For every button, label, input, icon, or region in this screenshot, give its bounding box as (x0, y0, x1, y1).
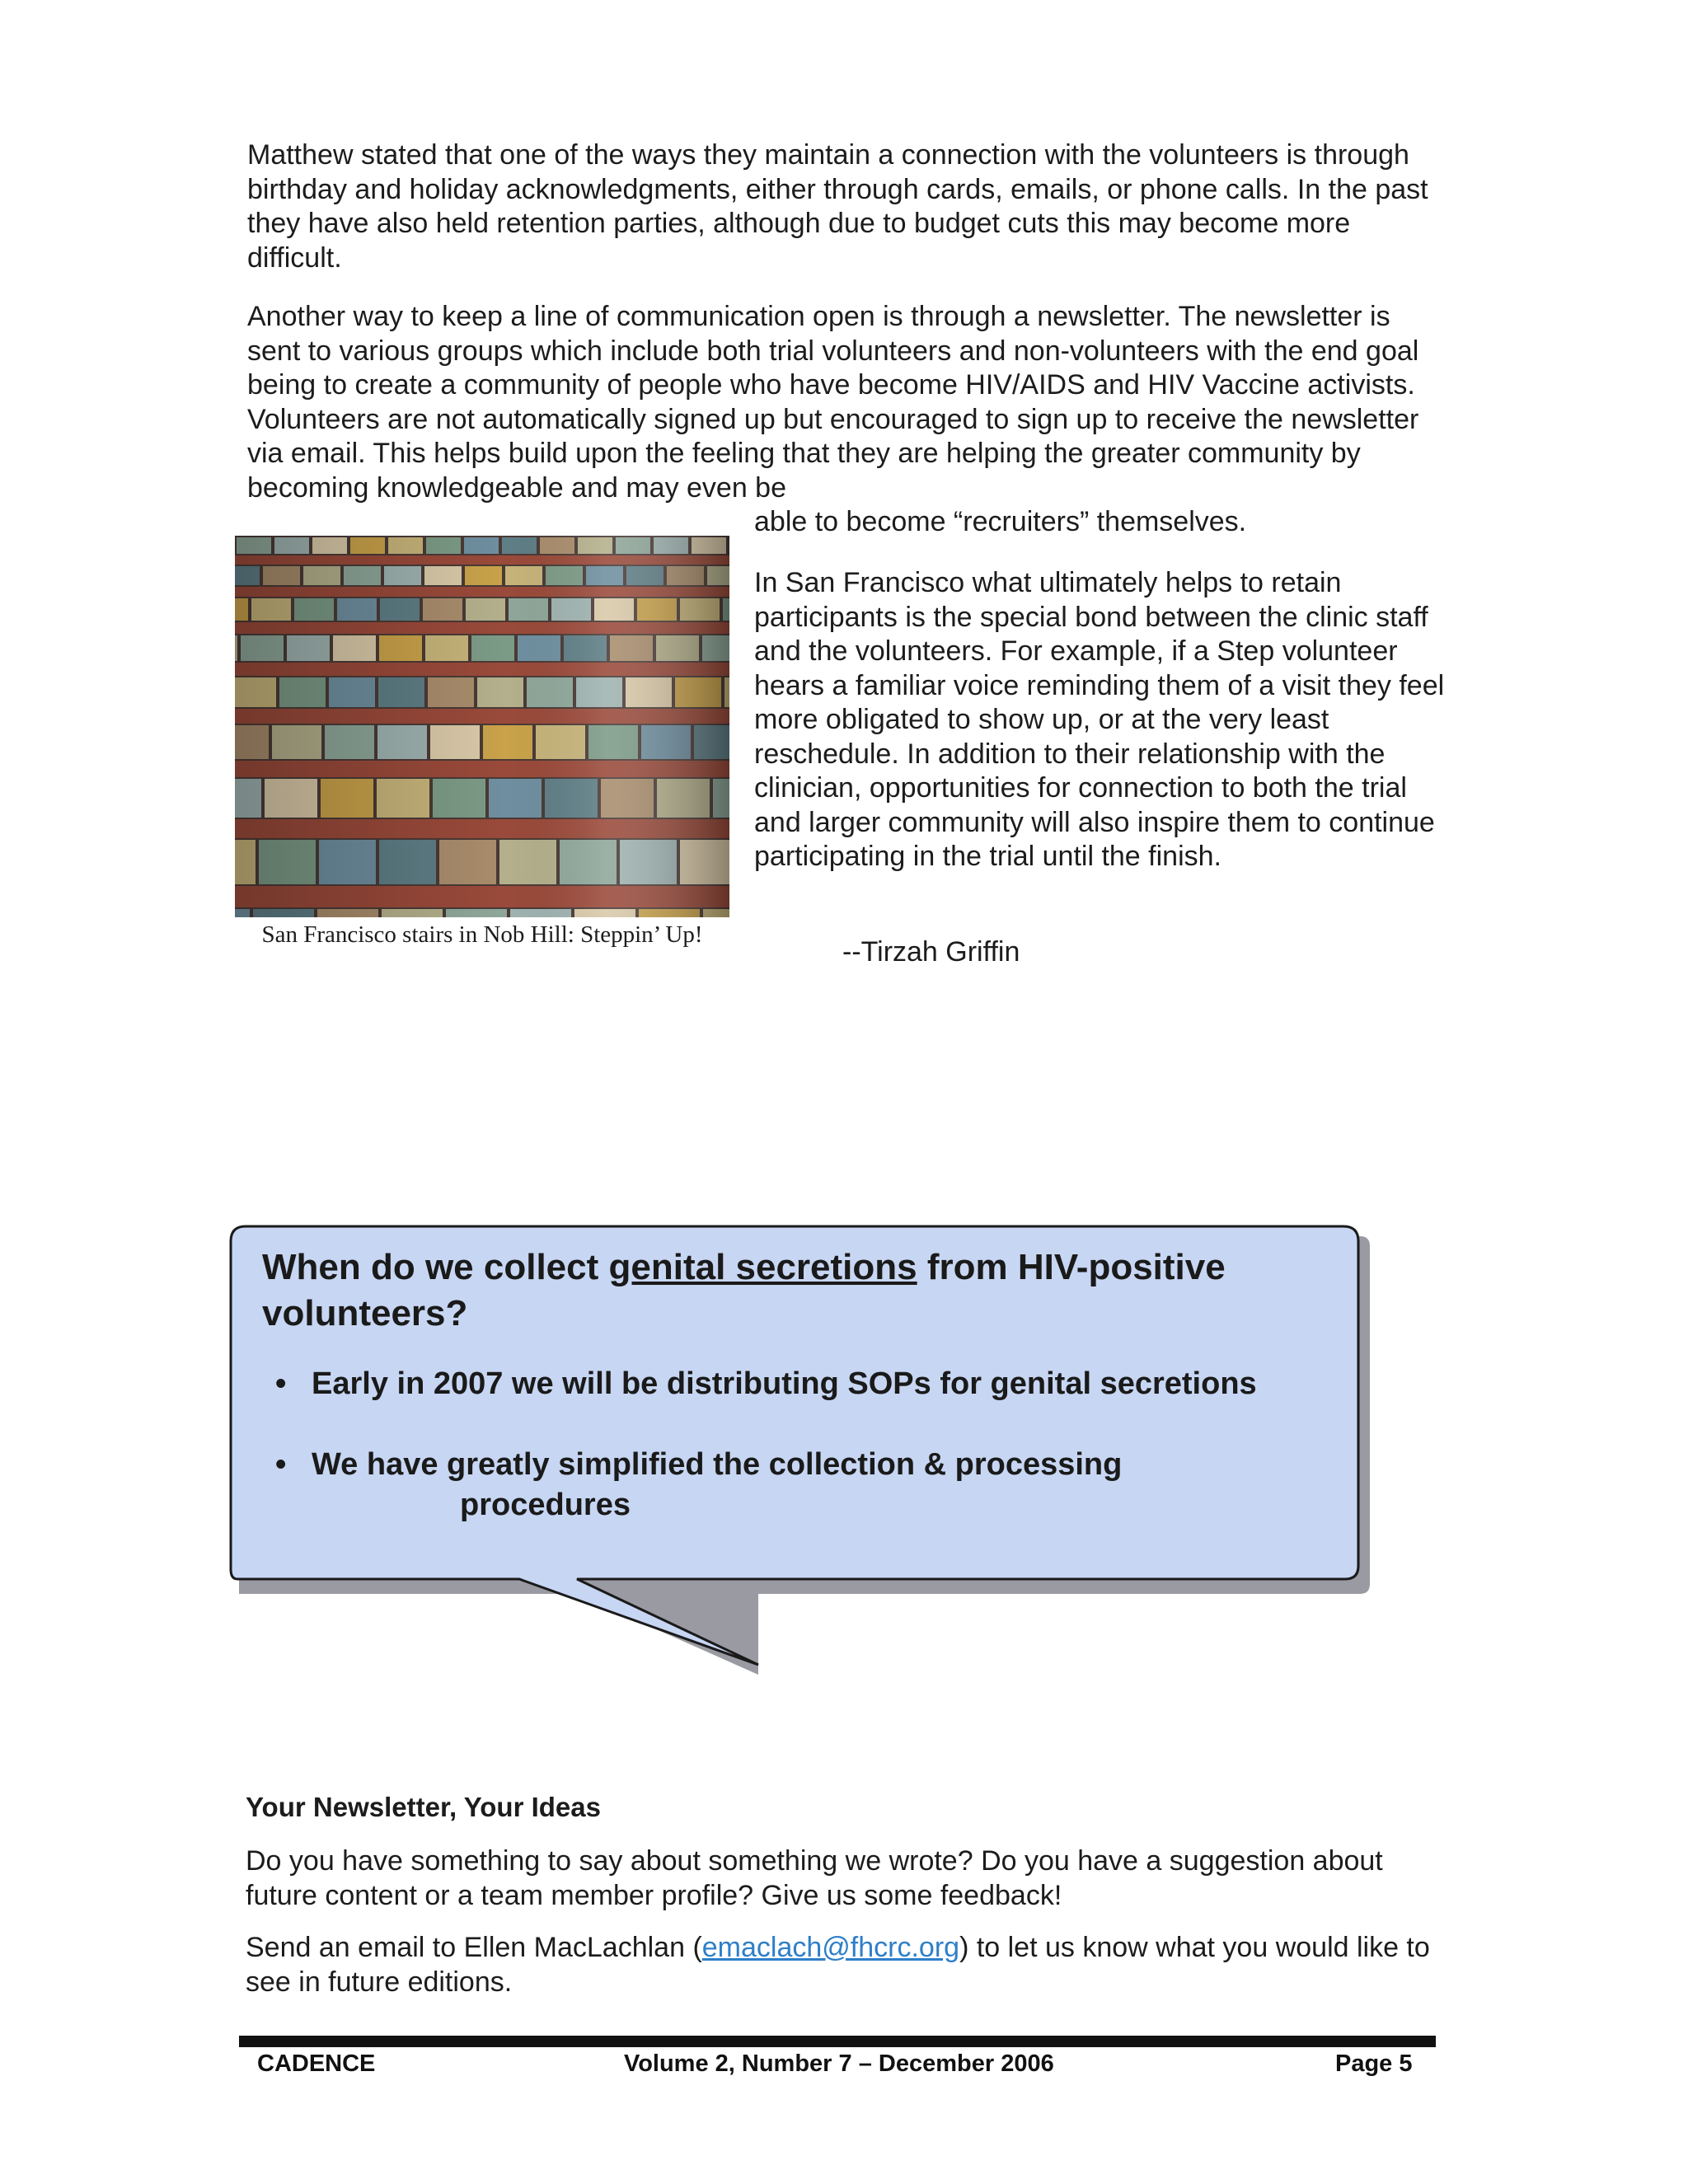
email-link[interactable]: emaclach@fhcrc.org (701, 1932, 960, 1963)
article-paragraph-1: Matthew stated that one of the ways they maintain a connection with the volunteers is through birthday and holiday acknowledgments, either through cards, emails, or phone calls. In the past they have also held retention parties, although due to budget cuts this may become more difficult. (247, 139, 1428, 274)
stairs-photo (235, 536, 729, 917)
bullet-dot: • (275, 1366, 287, 1401)
photo-caption: San Francisco stairs in Nob Hill: Steppin’ Up! (261, 921, 703, 948)
footer-issue-info: Volume 2, Number 7 – December 2006 (624, 2050, 1054, 2077)
article-paragraph-2-continuation: able to become “recruiters” themselves. (754, 506, 1247, 537)
article-paragraph-3: In San Francisco what ultimately helps to retain participants is the special bond between the clinic staff and the volunteers. For example, if a Step volunteer hears a familiar voice reminding them of a visit they feel more obligated to show up, or at the very least reschedule. In addition to their relationship with the clinician, opportunities for connection to both the trial and larger community will also inspire them to continue participating in the trial until the finish. (754, 567, 1445, 872)
article-paragraph-2: Another way to keep a line of communication open is through a newsletter. The newsletter is sent to various groups which include both trial volunteers and non-volunteers with the end goal being to create a community of people who have become HIV/AIDS and HIV Vaccine activists. Volunteers are not automatically signed up but encouraged to sign up to receive the newsletter via email. This helps build upon the feeling that they are helping the greater community by becoming knowledgeable and may even be (247, 301, 1419, 504)
newsletter-heading: Your Newsletter, Your Ideas (246, 1792, 601, 1822)
callout-title (262, 1244, 1342, 1337)
newsletter-p2-after: ) to let us know what you would like to see in future editions. (246, 1932, 1430, 1998)
callout-bullet-2-continuation: procedures (460, 1488, 631, 1522)
newsletter-paragraph-1: Do you have something to say about something we wrote? Do you have a suggestion about future content or a team member profile? Give us some feedback! (246, 1845, 1383, 1911)
callout-title-part-1: When do we collect (262, 1247, 609, 1287)
author-signature: --Tirzah Griffin (842, 936, 1020, 968)
callout-bullet-2-text: We have greatly simplified the collection & processing (312, 1447, 1123, 1482)
footer-page-number: Page 5 (1335, 2050, 1413, 2077)
callout-title-part-2: from HIV-positive volunteers? (262, 1247, 1226, 1333)
footer-publication-name: CADENCE (257, 2050, 376, 2077)
callout-content (262, 1244, 1342, 1522)
newsletter-paragraph-2 (246, 1931, 1449, 1999)
newsletter-p2-before: Send an email to Ellen MacLachlan ( (246, 1932, 702, 1963)
stairs-illustration (235, 536, 729, 917)
footer-rule (239, 2036, 1436, 2047)
callout-title-underlined: genital secretions (608, 1247, 917, 1287)
bullet-dot: • (275, 1447, 287, 1482)
callout-bullet-1-text: Early in 2007 we will be distributing SOPs for genital secretions (312, 1366, 1257, 1401)
